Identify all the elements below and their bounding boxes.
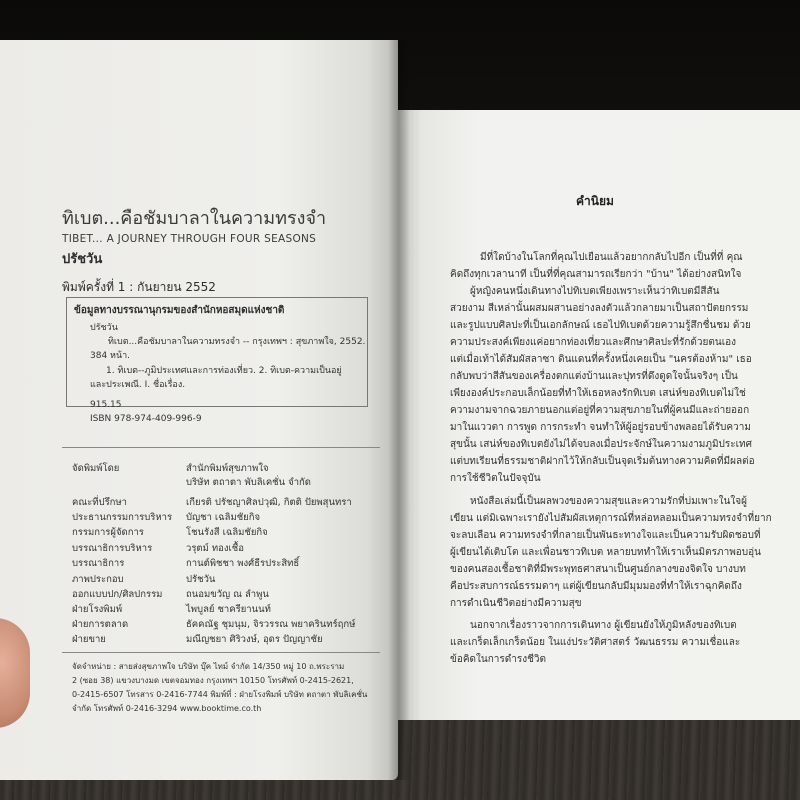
staff-name: ปรัชวัน [186, 574, 216, 585]
publisher-line: บริษัท ตถาตา พับลิเคชั่น จำกัด [186, 477, 311, 488]
cip-line: และประเพณี. I. ชื่อเรื่อง. [90, 380, 186, 390]
distribution-line: จำกัด โทรศัพท์ 0-2416-3294 www.booktime.co.th [72, 704, 262, 713]
text-line: คือประสบการณ์ธรรมดาๆ แต่ผู้เขียนกลับมีมุมมองที่ทำให้เราฉุกคิดถึง [450, 581, 742, 592]
cip-class-number: 915.15 [90, 400, 122, 410]
text-line: สุขนั้น เสน่ห์ของทิเบตยังไม่ได้จบลงเมื่อประจักษ์ในความงามภูมิประเทศ [450, 439, 752, 450]
staff-name: กานต์พิชชา พงศ์ธีรประสิทธิ์ [186, 558, 300, 569]
text-line: เพียงองค์ประกอบเล็กน้อยที่ทำให้เธอหลงรักทิเบต เสน่ห์ของทิเบตไม่ใช่ [450, 388, 746, 399]
staff-name: โชนรังสี เฉลิมชัยกิจ [186, 527, 268, 538]
staff-role: บรรณาธิการ [72, 558, 125, 569]
staff-role: ฝ่ายโรงพิมพ์ [72, 604, 123, 615]
text-line: ความประสงค์เพียงแค่อยากท่องเที่ยวและศึกษาศิลปะที่รักด้วยตนเอง [450, 337, 737, 348]
distribution-line: 0-2415-6507 โทรสาร 0-2416-7744 พิมพ์ที่ : ฝ่ายโรงพิมพ์ บริษัท ตถาตา พับลิเคชั่น [72, 690, 368, 699]
text-line: การใช้ชีวิตในปัจจุบัน [450, 473, 541, 484]
staff-role: ประธานกรรมการบริหาร [72, 512, 173, 523]
text-line: แต่บทเรียนที่ธรรมชาติฝากไว้ให้กลับเป็นจุดเริ่มต้นทางความคิดที่มีผลต่อ [450, 456, 755, 467]
publisher-line: สำนักพิมพ์สุขภาพใจ [186, 463, 269, 474]
text-line: นอกจากเรื่องราวจากการเดินทาง ผู้เขียนยังให้ภูมิหลังของทิเบต [470, 620, 737, 631]
text-line: มาในแววตา การพูด การกระทำ จนทำให้ผู้อยู่รอบข้างพลอยได้รับความ [450, 422, 751, 433]
cip-line: ปรัชวัน [90, 323, 118, 333]
staff-name: ธัคคณัฐ ชุมนุม, จิรวรรณ พยาครินทร์ฤกษ์ [186, 619, 356, 630]
text-line: ของคนสองเชื้อชาติที่มีพระพุทธศาสนาเป็นศูนย์กลางของจิตใจ บางบท [450, 564, 746, 575]
distribution-line: 2 (ซอย 38) แขวงบางมด เขตจอมทอง กรุงเทพฯ 10150 โทรศัพท์ 0-2415-2621, [72, 676, 354, 685]
text-line: ความงามจากฉวยภายนอกแต่อยู่ที่ความสุขภายในที่ผู้คนมีและถ่ายออก [450, 405, 750, 416]
text-line: ผู้เขียนได้เติบโต และเพื่อนชาวทิเบต หลายบททำให้เราเห็นมิตรภาพอบอุ่น [450, 547, 761, 558]
book-gutter [388, 40, 410, 780]
cip-heading: ข้อมูลทางบรรณานุกรมของสำนักหอสมุดแห่งชาติ [74, 305, 285, 316]
staff-name: บัญชา เฉลิมชัยกิจ [186, 512, 261, 523]
staff-role: ฝ่ายการตลาด [72, 619, 129, 630]
divider [62, 447, 380, 448]
print-edition: พิมพ์ครั้งที่ 1 : กันยายน 2552 [62, 280, 216, 294]
text-line: และรูปแบบศิลปะที่เป็นเอกลักษณ์ เธอไปทิเบตด้วยความรู้สึกชื่นชม ด้วย [450, 320, 751, 331]
text-line: ข้อคิดในการดำรงชีวิต [450, 654, 547, 665]
text-line: สวยงาม สีเหล่านั้นผสมผสานอย่างลงตัวแล้วกลายมาเป็นสถาปัตยกรรม [450, 303, 749, 314]
foreword-heading: คำนิยม [576, 194, 614, 208]
text-line: หนังสือเล่มนี้เป็นผลพวงของความสุขและความรักที่บ่มเพาะในใจผู้ [470, 496, 747, 507]
text-line: การดำเนินชีวิตอย่างมีความสุข [450, 598, 582, 609]
staff-name: ถนอมขวัญ ณ ลำพูน [186, 589, 269, 600]
book-author: ปรัชวัน [62, 252, 103, 267]
staff-role: กรรมการผู้จัดการ [72, 527, 144, 538]
text-line: แต่เมื่อเท้าได้สัมผัสลาซา ดินแดนที่ครั้งหนึ่งเคยเป็น "นครต้องห้าม" เธอ [450, 354, 752, 365]
staff-name: เกียรติ ปรัชญาศิลปวุฒิ, กิตติ ปัยพสุนทรา [186, 497, 352, 508]
cip-isbn: ISBN 978-974-409-996-9 [90, 414, 202, 424]
divider [62, 652, 380, 653]
text-line: จะลบเลือน ความทรงจำที่กลายเป็นพันธะทางใจและเป็นความรับผิดชอบที่ [450, 530, 761, 541]
staff-role: ออกแบบปก/ศิลปกรรม [72, 589, 163, 600]
cip-line: ทิเบต...คือชัมบาลาในความทรงจำ -- กรุงเทพฯ : สุขภาพใจ, 2552. [108, 337, 366, 347]
text-line: ผู้หญิงคนหนึ่งเดินทางไปทิเบตเพียงเพราะเห็นว่าทิเบตมีสีสัน [470, 286, 720, 297]
staff-role: คณะที่ปรึกษา [72, 497, 128, 508]
staff-role: ฝ่ายขาย [72, 634, 106, 645]
distribution-line: จัดจำหน่าย : สายส่งสุขภาพใจ บริษัท บุ๊ค ไทม์ จำกัด 14/350 หมู่ 10 ถ.พระราม [72, 662, 345, 671]
staff-role: ภาพประกอบ [72, 574, 124, 585]
cip-line: 1. ทิเบต--ภูมิประเทศและการท่องเที่ยว. 2. ทิเบต-ความเป็นอยู่ [106, 366, 342, 376]
book-subtitle: TIBET... A JOURNEY THROUGH FOUR SEASONS [62, 233, 317, 245]
text-line: กลับพบว่าสีสันของเครื่องตกแต่งบ้านและปุทรที่ดึงดูดใจนั้นจริงๆ เป็น [450, 371, 738, 382]
staff-name: มณีญชยา ศิริวงษ์, อุดร ปัญญาชัย [186, 634, 323, 645]
staff-name: ไพบูลย์ ชาครียานนท์ [186, 604, 271, 615]
staff-name: วรุตม์ ทองเชื้อ [186, 543, 244, 554]
text-line: มีที่ใดบ้างในโลกที่คุณไปเยือนแล้วอยากกลับไปอีก เป็นที่ที่ คุณ [480, 252, 743, 263]
cip-line: 384 หน้า. [90, 351, 131, 361]
book-title: ทิเบต...คือชัมบาลาในความทรงจำ [62, 208, 327, 229]
publisher-label: จัดพิมพ์โดย [72, 463, 120, 474]
text-line: เขียน แต่มิเฉพาะเรายังไปสัมผัสเหตุการณ์ที่หล่อหลอมเป็นความทรงจำที่ยาก [450, 513, 772, 524]
staff-role: บรรณาธิการบริหาร [72, 543, 153, 554]
text-line: คิดถึงทุกเวลานาที เป็นที่ที่คุณสามารถเรียกว่า "บ้าน" ได้อย่างสนิทใจ [450, 269, 742, 280]
text-line: และเกร็ดเล็กเกร็ดน้อย ในแง่ประวัติศาสตร์ วัฒนธรรม ความเชื่อและ [450, 637, 741, 648]
